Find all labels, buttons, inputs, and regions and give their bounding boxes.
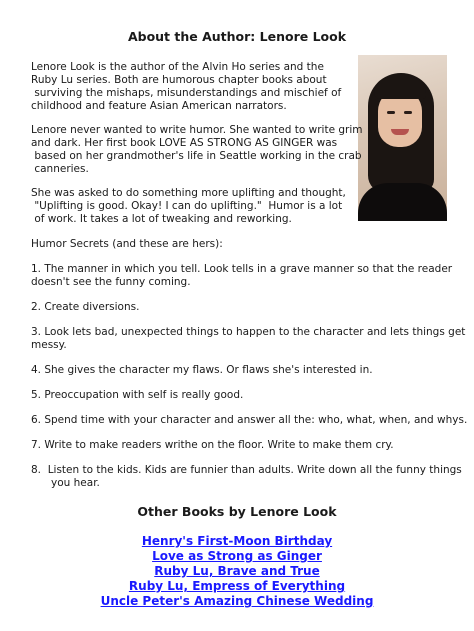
- secret-line: you hear.: [31, 477, 100, 489]
- bio-line: canneries.: [31, 163, 89, 175]
- secret-line: messy.: [31, 339, 67, 351]
- secret-line: 4. She gives the character my flaws. Or flaws she's interested in.: [31, 364, 373, 376]
- bio-paragraph-1: [31, 61, 341, 113]
- bio-line: surviving the mishaps, misunderstandings and mischief of: [31, 87, 342, 99]
- secret-line: 1. The manner in which you tell. Look tells in a grave manner so that the reader: [31, 263, 453, 275]
- book-link-love-as-strong-as-ginger[interactable]: Love as Strong as Ginger: [152, 549, 322, 563]
- humor-secret-7: [31, 439, 394, 452]
- bio-line: of work. It takes a lot of tweaking and reworking.: [31, 213, 292, 225]
- bio-line: She was asked to do something more uplifting and thought,: [31, 187, 346, 199]
- book-link-henrys-first-moon-birthday[interactable]: Henry's First-Moon Birthday: [141, 534, 333, 548]
- bio-line: Ruby Lu series. Both are humorous chapter books about: [31, 74, 327, 86]
- book-link-uncle-peters-amazing-chinese-wedding[interactable]: Uncle Peter's Amazing Chinese Wedding: [100, 594, 374, 608]
- humor-secret-2: [31, 301, 139, 314]
- other-books-list: [0, 534, 474, 609]
- secret-line: 2. Create diversions.: [31, 301, 140, 313]
- humor-secret-8: [31, 464, 462, 490]
- bio-line: "Uplifting is good. Okay! I can do uplifting." Humor is a lot: [31, 200, 343, 212]
- author-photo: [358, 55, 447, 221]
- humor-secret-4: [31, 364, 373, 377]
- bio-line: Lenore never wanted to write humor. She wanted to write grim: [31, 124, 363, 136]
- bio-line: based on her grandmother's life in Seattle working in the crab: [31, 150, 362, 162]
- bio-paragraph-2: [31, 124, 363, 176]
- bio-line: Lenore Look is the author of the Alvin Ho series and the: [31, 61, 324, 73]
- page-title: About the Author: Lenore Look: [127, 29, 347, 44]
- secret-line: 8. Listen to the kids. Kids are funnier than adults. Write down all the funny things: [31, 464, 462, 476]
- secret-line: doesn't see the funny coming.: [31, 276, 191, 288]
- humor-secret-1: [31, 263, 452, 289]
- secret-line: 6. Spend time with your character and answer all the: who, what, when, and whys.: [31, 414, 468, 426]
- other-books-heading: Other Books by Lenore Look: [137, 504, 337, 519]
- book-link-ruby-lu-empress-of-everything[interactable]: Ruby Lu, Empress of Everything: [128, 579, 346, 593]
- secret-line: 3. Look lets bad, unexpected things to happen to the character and lets things get: [31, 326, 466, 338]
- humor-secret-3: [31, 326, 465, 352]
- humor-secret-5: [31, 389, 243, 402]
- secret-line: 7. Write to make readers writhe on the floor. Write to make them cry.: [31, 439, 394, 451]
- bio-line: childhood and feature Asian American narrators.: [31, 100, 287, 112]
- book-link-ruby-lu-brave-and-true[interactable]: Ruby Lu, Brave and True: [154, 564, 320, 578]
- bio-line: and dark. Her first book LOVE AS STRONG AS GINGER was: [31, 137, 338, 149]
- humor-secrets-heading: Humor Secrets (and these are hers):: [31, 238, 223, 250]
- humor-secret-6: [31, 414, 467, 427]
- bio-paragraph-3: [31, 187, 346, 226]
- secret-line: 5. Preoccupation with self is really good.: [31, 389, 244, 401]
